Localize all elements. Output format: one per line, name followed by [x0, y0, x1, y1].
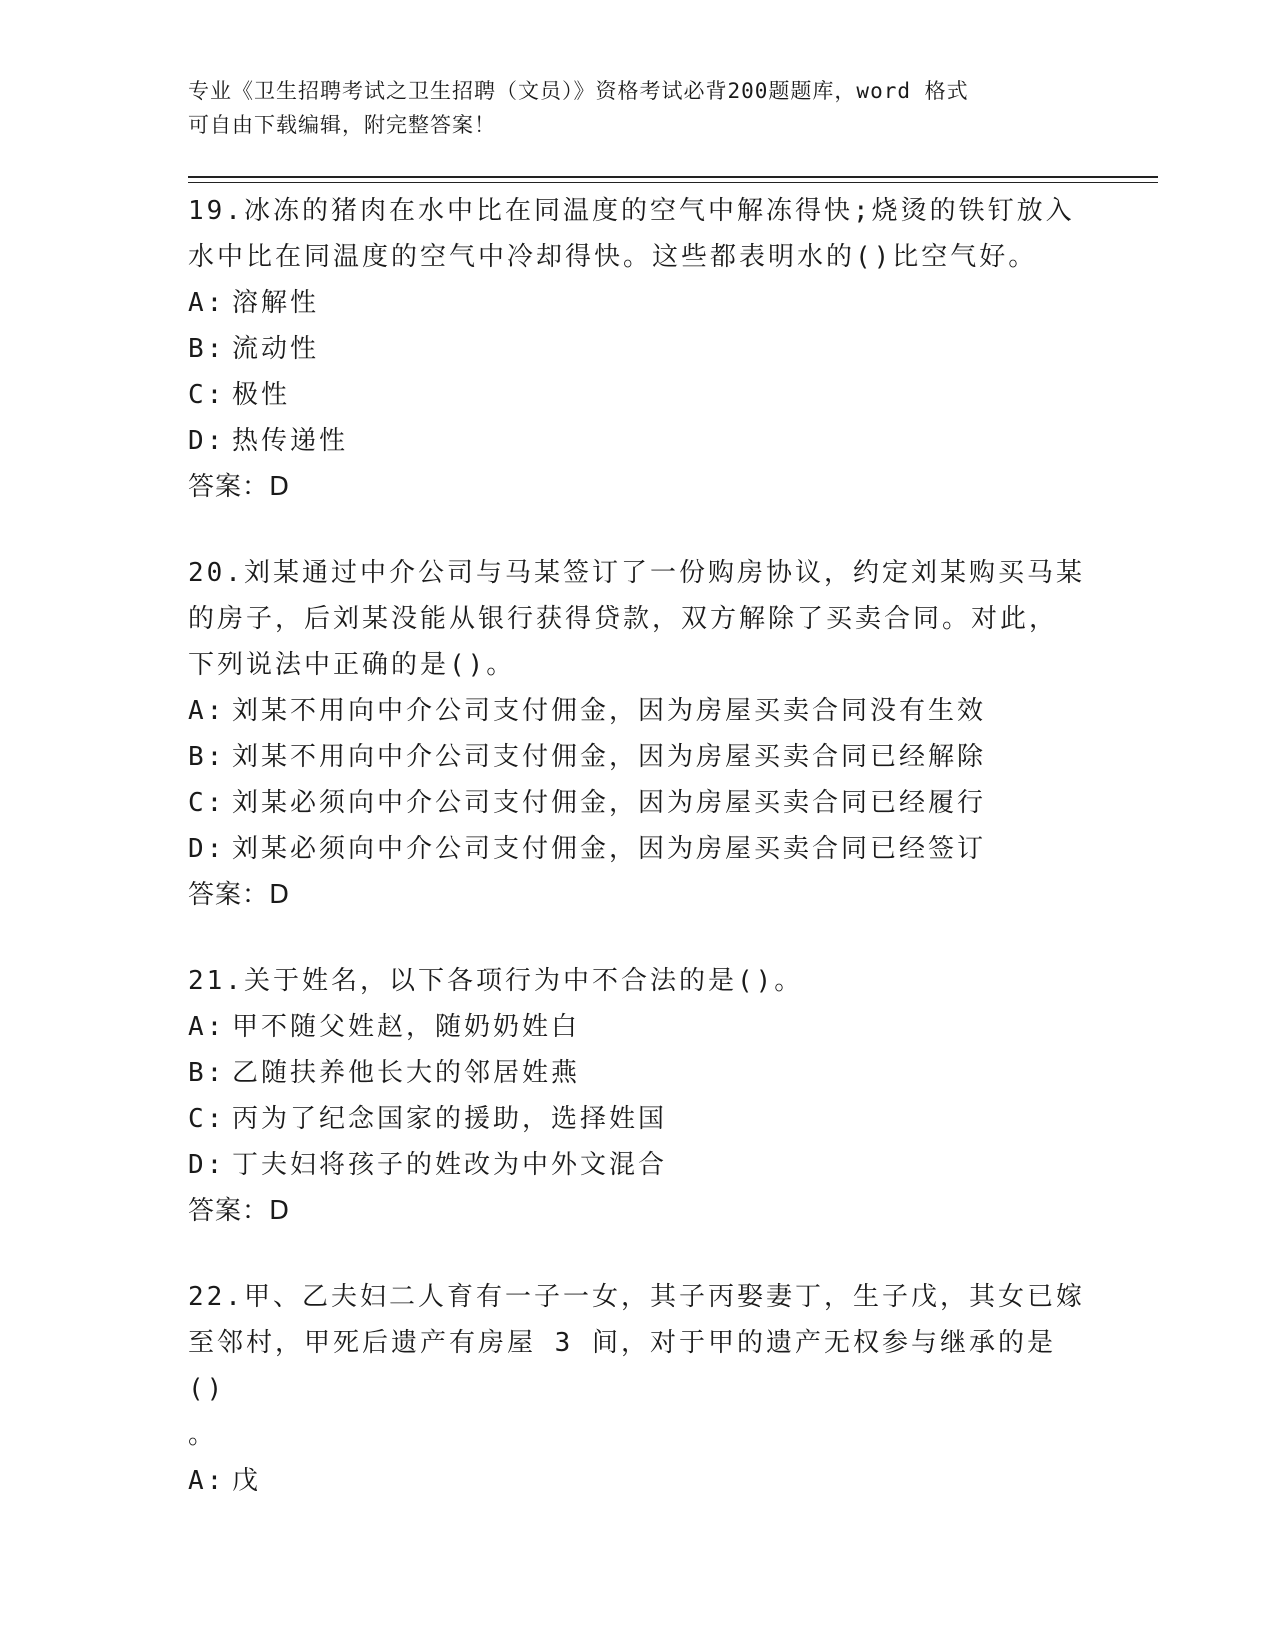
option-text: 乙随扶养他长大的邻居姓燕	[232, 1058, 581, 1088]
option-text: 溶解性	[232, 288, 320, 318]
option-a	[188, 688, 1088, 734]
option-a	[188, 280, 1088, 326]
option-letter: D:	[188, 426, 226, 456]
option-d	[188, 1142, 1088, 1188]
option-letter: A:	[188, 1012, 226, 1042]
option-letter: A:	[188, 696, 226, 726]
question-19	[188, 188, 1088, 510]
question-21	[188, 958, 1088, 1234]
option-letter: D:	[188, 834, 226, 864]
option-text: 流动性	[232, 334, 320, 364]
option-b	[188, 734, 1088, 780]
option-letter: A:	[188, 1466, 226, 1496]
option-a	[188, 1458, 1088, 1504]
option-letter: C:	[188, 380, 226, 410]
option-letter: B:	[188, 1058, 226, 1088]
option-text: 刘某不用向中介公司支付佣金，因为房屋买卖合同没有生效	[232, 696, 987, 726]
question-stem: 19.冰冻的猪肉在水中比在同温度的空气中解冻得快;烧烫的铁钉放入 水中比在同温度的空气中冷却得快。这些都表明水的()比空气好。	[188, 196, 1075, 272]
option-text: 刘某必须向中介公司支付佣金，因为房屋买卖合同已经履行	[232, 788, 987, 818]
option-letter: A:	[188, 288, 226, 318]
question-list	[188, 188, 1088, 1544]
option-b	[188, 1050, 1088, 1096]
answer-line: 答案：D	[188, 1196, 291, 1226]
option-b	[188, 326, 1088, 372]
option-a	[188, 1004, 1088, 1050]
option-text: 刘某不用向中介公司支付佣金，因为房屋买卖合同已经解除	[232, 742, 987, 772]
option-c	[188, 1096, 1088, 1142]
option-letter: D:	[188, 1150, 226, 1180]
option-text: 刘某必须向中介公司支付佣金，因为房屋买卖合同已经签订	[232, 834, 987, 864]
option-d	[188, 418, 1088, 464]
option-letter: C:	[188, 788, 226, 818]
answer-line: 答案：D	[188, 472, 291, 502]
option-text: 丙为了纪念国家的援助，选择姓国	[232, 1104, 668, 1134]
question-22	[188, 1274, 1088, 1504]
header-rule-thin	[188, 182, 1158, 183]
option-text: 甲不随父姓赵，随奶奶姓白	[232, 1012, 581, 1042]
option-letter: B:	[188, 334, 226, 364]
option-c	[188, 780, 1088, 826]
header-rule-thick	[188, 176, 1158, 178]
option-text: 极性	[232, 380, 291, 410]
question-stem: 21.关于姓名，以下各项行为中不合法的是()。	[188, 966, 804, 996]
question-stem: 20.刘某通过中介公司与马某签订了一份购房协议，约定刘某购买马某 的房子，后刘某没能从银行获得贷款，双方解除了买卖合同。对此， 下列说法中正确的是()。	[188, 558, 1085, 680]
question-20	[188, 550, 1088, 918]
question-stem: 22.甲、乙夫妇二人育有一子一女，其子丙娶妻丁，生子戊，其女已嫁 至邻村，甲死后遗产有房屋 3 间，对于甲的遗产无权参与继承的是() 。	[188, 1282, 1085, 1450]
option-d	[188, 826, 1088, 872]
option-c	[188, 372, 1088, 418]
document-header: 专业《卫生招聘考试之卫生招聘（文员）》资格考试必背200题题库，word 格式 可自由下载编辑，附完整答案！	[188, 79, 969, 137]
option-text: 热传递性	[232, 426, 349, 456]
option-text: 丁夫妇将孩子的姓改为中外文混合	[232, 1150, 668, 1180]
option-text: 戊	[232, 1466, 262, 1496]
option-letter: B:	[188, 742, 226, 772]
answer-line: 答案：D	[188, 880, 291, 910]
option-letter: C:	[188, 1104, 226, 1134]
